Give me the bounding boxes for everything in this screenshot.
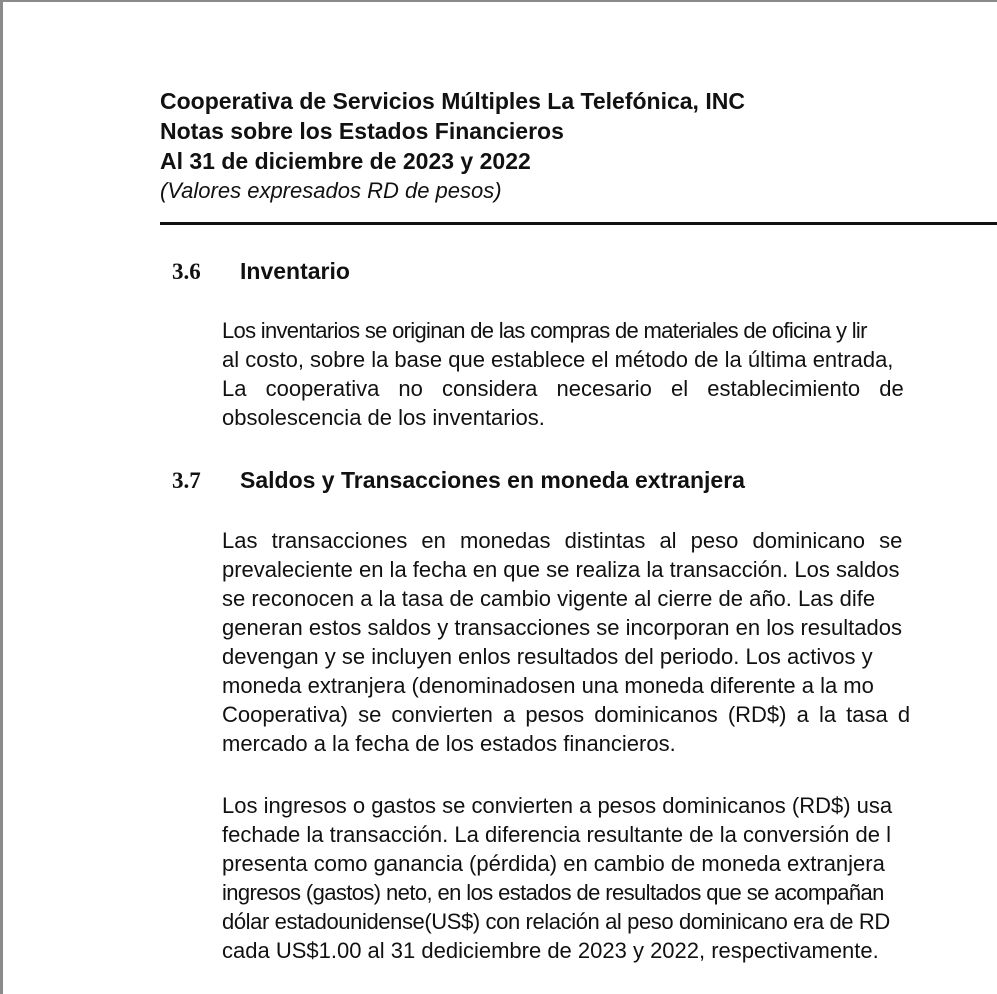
text-line: Las transacciones en monedas distintas al peso dominicano se: [222, 528, 903, 553]
text-line: Los ingresos o gastos se convierten a pesos dominicanos (RD$) usa: [222, 793, 893, 818]
text-line: se reconocen a la tasa de cambio vigente al cierre de año. Las dife: [222, 586, 876, 611]
paragraph-inventario: [222, 316, 997, 432]
text-line: fechade la transacción. La diferencia resultante de la conversión de l: [222, 822, 891, 847]
currency-note: (Valores expresados RD de pesos): [160, 178, 502, 203]
text-line: ingresos (gastos) neto, en los estados de resultados que se acompañan: [222, 880, 884, 905]
document-subtitle: Notas sobre los Estados Financieros: [160, 118, 564, 144]
section-number: 3.7: [172, 468, 201, 493]
text-line: La cooperativa no considera necesario el establecimiento de: [222, 376, 904, 401]
section-heading-3-6: [172, 258, 350, 285]
text-line: cada US$1.00 al 31 dediciembre de 2023 y 2022, respectivamente.: [222, 938, 879, 963]
report-date: Al 31 de diciembre de 2023 y 2022: [160, 148, 531, 174]
paragraph-moneda-extranjera-2: [222, 791, 997, 965]
text-line: Cooperativa) se convierten a pesos dominicanos (RD$) a la tasa d: [222, 702, 911, 727]
paragraph-moneda-extranjera-1: [222, 526, 997, 758]
company-name: Cooperativa de Servicios Múltiples La Telefónica, INC: [160, 88, 745, 114]
text-line: generan estos saldos y transacciones se incorporan en los resultados: [222, 615, 902, 640]
text-line: moneda extranjera (denominadosen una moneda diferente a la mo: [222, 673, 874, 698]
text-line: prevaleciente en la fecha en que se realiza la transacción. Los saldos: [222, 557, 900, 582]
text-line: al costo, sobre la base que establece el método de la última entrada,: [222, 347, 894, 372]
section-title: Saldos y Transacciones en moneda extranjera: [240, 467, 745, 493]
text-line: obsolescencia de los inventarios.: [222, 405, 545, 430]
text-line: dólar estadounidense(US$) con relación al peso dominicano era de RD: [222, 909, 890, 934]
section-title: Inventario: [240, 258, 350, 284]
section-number: 3.6: [172, 259, 201, 284]
text-line: devengan y se incluyen enlos resultados del periodo. Los activos y: [222, 644, 873, 669]
header-divider: [160, 222, 997, 225]
page-left-border: [0, 0, 3, 994]
document-header: [160, 86, 997, 206]
section-heading-3-7: [172, 467, 745, 494]
text-line: mercado a la fecha de los estados financieros.: [222, 731, 676, 756]
text-line: Los inventarios se originan de las compras de materiales de oficina y lir: [222, 318, 867, 343]
page-top-border: [0, 0, 997, 2]
text-line: presenta como ganancia (pérdida) en cambio de moneda extranjera: [222, 851, 885, 876]
